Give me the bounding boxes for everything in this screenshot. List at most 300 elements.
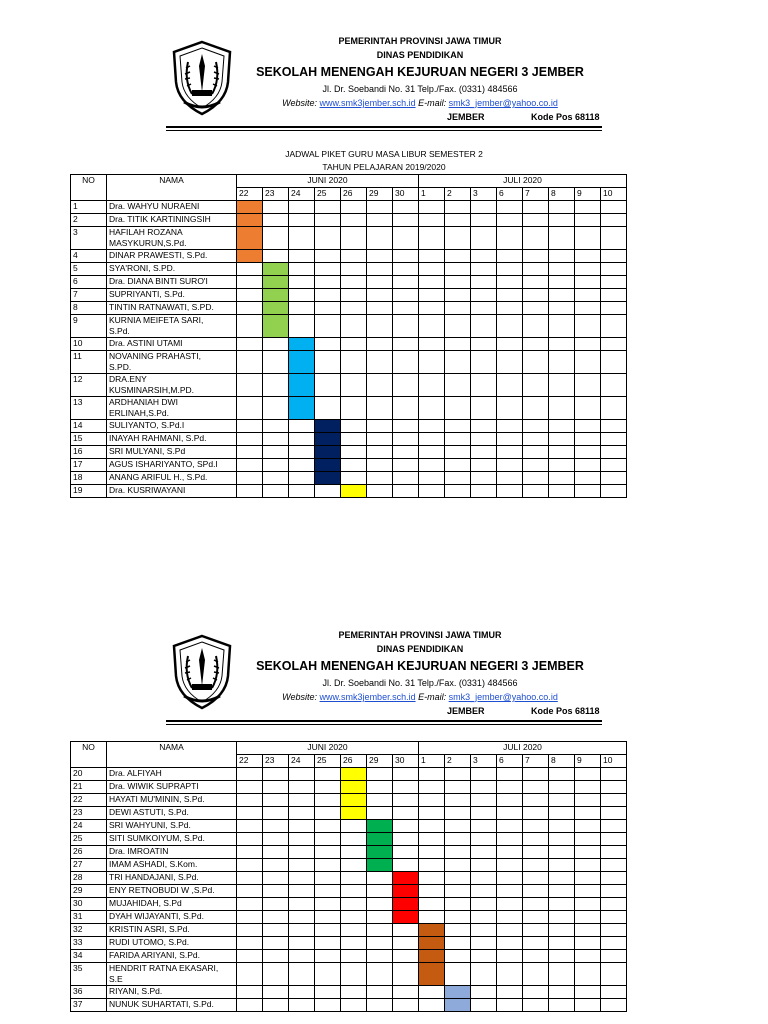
duty-cell bbox=[263, 963, 289, 986]
row-number: 5 bbox=[71, 263, 107, 276]
duty-cell bbox=[237, 472, 263, 485]
duty-cell bbox=[549, 911, 575, 924]
duty-cell bbox=[549, 999, 575, 1012]
duty-cell bbox=[341, 351, 367, 374]
duty-cell-filled bbox=[367, 859, 393, 872]
school-name: SEKOLAH MENENGAH KEJURUAN NEGERI 3 JEMBER bbox=[256, 659, 584, 673]
duty-cell bbox=[367, 227, 393, 250]
duty-cell bbox=[601, 276, 627, 289]
duty-cell bbox=[315, 963, 341, 986]
duty-cell bbox=[471, 250, 497, 263]
name-line: INAYAH RAHMANI, S.Pd. bbox=[109, 433, 207, 443]
duty-cell bbox=[367, 781, 393, 794]
duty-cell-filled bbox=[419, 963, 445, 986]
duty-cell bbox=[523, 898, 549, 911]
teacher-name bbox=[107, 289, 237, 302]
duty-cell bbox=[445, 807, 471, 820]
duty-cell bbox=[289, 201, 315, 214]
table-row bbox=[71, 999, 627, 1012]
dept-line: DINAS PENDIDIKAN bbox=[376, 644, 464, 654]
duty-cell bbox=[549, 374, 575, 397]
duty-cell bbox=[601, 338, 627, 351]
col-juli: JULI 2020 bbox=[419, 742, 627, 755]
duty-cell bbox=[315, 937, 341, 950]
duty-cell bbox=[341, 937, 367, 950]
duty-cell bbox=[263, 950, 289, 963]
duty-cell bbox=[601, 781, 627, 794]
name-line: NUNUK SUHARTATI, S.Pd. bbox=[109, 999, 214, 1009]
school-year: TAHUN PELAJARAN 2019/2020 bbox=[322, 162, 446, 172]
duty-cell bbox=[497, 963, 523, 986]
duty-cell bbox=[575, 986, 601, 999]
name-line: MASYKURUN,S.Pd. bbox=[109, 238, 187, 248]
duty-cell-filled bbox=[263, 315, 289, 338]
duty-cell bbox=[601, 963, 627, 986]
duty-cell bbox=[237, 781, 263, 794]
duty-cell bbox=[289, 485, 315, 498]
duty-cell bbox=[549, 820, 575, 833]
header-rule bbox=[166, 126, 602, 128]
duty-cell bbox=[601, 485, 627, 498]
table-row bbox=[71, 937, 627, 950]
duty-cell bbox=[497, 820, 523, 833]
duty-cell bbox=[445, 459, 471, 472]
duty-cell bbox=[523, 937, 549, 950]
teacher-name bbox=[107, 911, 237, 924]
duty-cell bbox=[419, 807, 445, 820]
day-header: 10 bbox=[601, 188, 627, 201]
teacher-name bbox=[107, 338, 237, 351]
duty-cell bbox=[393, 999, 419, 1012]
duty-cell bbox=[289, 263, 315, 276]
duty-cell bbox=[341, 833, 367, 846]
teacher-name bbox=[107, 250, 237, 263]
duty-cell bbox=[445, 374, 471, 397]
duty-cell bbox=[445, 859, 471, 872]
teacher-name bbox=[107, 227, 237, 250]
duty-cell bbox=[549, 397, 575, 420]
duty-cell bbox=[367, 963, 393, 986]
duty-cell bbox=[341, 263, 367, 276]
header-rule bbox=[166, 720, 602, 722]
day-header: 29 bbox=[367, 755, 393, 768]
duty-cell bbox=[419, 911, 445, 924]
duty-cell bbox=[549, 433, 575, 446]
table-row bbox=[71, 820, 627, 833]
duty-cell bbox=[549, 963, 575, 986]
duty-cell bbox=[289, 472, 315, 485]
duty-cell bbox=[289, 289, 315, 302]
duty-cell bbox=[549, 872, 575, 885]
name-line: DEWI ASTUTI, S.Pd. bbox=[109, 807, 189, 817]
duty-cell bbox=[471, 374, 497, 397]
duty-cell bbox=[263, 446, 289, 459]
duty-cell bbox=[237, 433, 263, 446]
table-row bbox=[71, 446, 627, 459]
duty-cell bbox=[601, 227, 627, 250]
duty-cell bbox=[523, 446, 549, 459]
row-number: 29 bbox=[71, 885, 107, 898]
duty-cell bbox=[341, 227, 367, 250]
duty-cell bbox=[419, 227, 445, 250]
duty-cell bbox=[315, 781, 341, 794]
duty-cell bbox=[445, 338, 471, 351]
duty-cell bbox=[315, 397, 341, 420]
duty-cell bbox=[471, 781, 497, 794]
duty-cell bbox=[445, 420, 471, 433]
name-line: SITI SUMKOIYUM, S.Pd. bbox=[109, 833, 205, 843]
duty-cell bbox=[263, 937, 289, 950]
duty-cell bbox=[315, 485, 341, 498]
duty-cell bbox=[367, 315, 393, 338]
duty-cell bbox=[419, 485, 445, 498]
duty-cell bbox=[445, 872, 471, 885]
duty-cell bbox=[497, 374, 523, 397]
duty-cell bbox=[601, 472, 627, 485]
duty-cell bbox=[445, 227, 471, 250]
table-row bbox=[71, 433, 627, 446]
duty-cell bbox=[601, 820, 627, 833]
duty-cell bbox=[445, 201, 471, 214]
name-line: SRI WAHYUNI, S.Pd. bbox=[109, 820, 191, 830]
name-line: RUDI UTOMO, S.Pd. bbox=[109, 937, 190, 947]
duty-cell bbox=[523, 911, 549, 924]
duty-cell bbox=[601, 950, 627, 963]
duty-cell bbox=[445, 898, 471, 911]
table-row bbox=[71, 472, 627, 485]
row-number: 15 bbox=[71, 433, 107, 446]
duty-cell bbox=[367, 911, 393, 924]
duty-cell bbox=[393, 315, 419, 338]
duty-cell bbox=[445, 950, 471, 963]
teacher-name bbox=[107, 201, 237, 214]
duty-cell bbox=[367, 289, 393, 302]
duty-cell bbox=[341, 472, 367, 485]
duty-cell bbox=[601, 924, 627, 937]
row-number: 2 bbox=[71, 214, 107, 227]
duty-cell bbox=[497, 794, 523, 807]
email-link[interactable]: smk3_jember@yahoo.co.id bbox=[448, 98, 558, 108]
duty-cell bbox=[575, 276, 601, 289]
duty-cell bbox=[471, 963, 497, 986]
duty-cell bbox=[419, 986, 445, 999]
duty-cell bbox=[315, 898, 341, 911]
day-header: 30 bbox=[393, 188, 419, 201]
duty-cell bbox=[393, 263, 419, 276]
duty-cell bbox=[393, 833, 419, 846]
duty-cell bbox=[575, 250, 601, 263]
duty-cell bbox=[419, 433, 445, 446]
duty-cell bbox=[497, 937, 523, 950]
duty-cell bbox=[315, 768, 341, 781]
day-header: 6 bbox=[497, 755, 523, 768]
website-link[interactable]: www.smk3jember.sch.id bbox=[319, 692, 416, 702]
teacher-name bbox=[107, 302, 237, 315]
duty-cell bbox=[315, 807, 341, 820]
duty-cell bbox=[315, 833, 341, 846]
duty-cell bbox=[497, 872, 523, 885]
row-number: 25 bbox=[71, 833, 107, 846]
teacher-name bbox=[107, 950, 237, 963]
duty-cell bbox=[549, 768, 575, 781]
name-line: KUSMINARSIH,M.PD. bbox=[109, 385, 195, 395]
name-line: S.E bbox=[109, 974, 123, 984]
duty-cell bbox=[445, 351, 471, 374]
day-header: 22 bbox=[237, 755, 263, 768]
duty-cell-filled bbox=[289, 338, 315, 351]
duty-cell-filled bbox=[367, 820, 393, 833]
table-row bbox=[71, 374, 627, 397]
name-line: NOVANING PRAHASTI, bbox=[109, 351, 201, 361]
teacher-name bbox=[107, 397, 237, 420]
name-line: Dra. IMROATIN bbox=[109, 846, 169, 856]
duty-cell bbox=[471, 794, 497, 807]
duty-cell-filled bbox=[341, 768, 367, 781]
duty-cell bbox=[289, 898, 315, 911]
day-header: 8 bbox=[549, 755, 575, 768]
duty-cell bbox=[549, 201, 575, 214]
duty-cell bbox=[497, 420, 523, 433]
header-row bbox=[71, 742, 627, 755]
duty-cell bbox=[549, 898, 575, 911]
duty-cell bbox=[289, 911, 315, 924]
duty-cell bbox=[315, 227, 341, 250]
duty-cell bbox=[237, 302, 263, 315]
duty-cell bbox=[523, 201, 549, 214]
duty-cell bbox=[497, 263, 523, 276]
duty-cell bbox=[341, 338, 367, 351]
row-number: 31 bbox=[71, 911, 107, 924]
row-number: 18 bbox=[71, 472, 107, 485]
duty-cell bbox=[393, 338, 419, 351]
row-number: 12 bbox=[71, 374, 107, 397]
duty-cell bbox=[237, 351, 263, 374]
duty-cell bbox=[523, 472, 549, 485]
duty-cell bbox=[263, 214, 289, 227]
duty-cell-filled bbox=[263, 289, 289, 302]
duty-cell bbox=[341, 446, 367, 459]
duty-cell bbox=[445, 289, 471, 302]
duty-cell bbox=[523, 227, 549, 250]
duty-cell bbox=[237, 846, 263, 859]
duty-cell bbox=[289, 794, 315, 807]
duty-cell bbox=[497, 807, 523, 820]
duty-cell bbox=[523, 302, 549, 315]
duty-cell bbox=[471, 289, 497, 302]
day-header: 26 bbox=[341, 188, 367, 201]
duty-cell bbox=[419, 397, 445, 420]
duty-cell bbox=[471, 768, 497, 781]
duty-cell bbox=[289, 214, 315, 227]
duty-cell bbox=[237, 276, 263, 289]
duty-cell bbox=[367, 768, 393, 781]
duty-cell bbox=[263, 250, 289, 263]
day-header: 30 bbox=[393, 755, 419, 768]
duty-cell bbox=[471, 338, 497, 351]
schedule-title: JADWAL PIKET GURU MASA LIBUR SEMESTER 2 bbox=[285, 149, 483, 159]
duty-cell-filled bbox=[419, 937, 445, 950]
duty-cell bbox=[237, 768, 263, 781]
duty-cell bbox=[601, 807, 627, 820]
duty-cell-filled bbox=[445, 986, 471, 999]
duty-cell bbox=[601, 833, 627, 846]
day-header: 10 bbox=[601, 755, 627, 768]
duty-cell bbox=[497, 768, 523, 781]
duty-cell bbox=[575, 485, 601, 498]
duty-cell-filled bbox=[315, 472, 341, 485]
duty-cell bbox=[419, 201, 445, 214]
duty-cell bbox=[471, 820, 497, 833]
day-header: 6 bbox=[497, 188, 523, 201]
day-header: 1 bbox=[419, 755, 445, 768]
duty-cell bbox=[445, 768, 471, 781]
duty-cell-filled bbox=[367, 846, 393, 859]
col-no: NO bbox=[71, 175, 107, 201]
duty-cell bbox=[497, 459, 523, 472]
duty-cell bbox=[289, 937, 315, 950]
duty-cell bbox=[341, 924, 367, 937]
day-header: 26 bbox=[341, 755, 367, 768]
teacher-name bbox=[107, 485, 237, 498]
duty-cell bbox=[367, 338, 393, 351]
duty-cell bbox=[549, 885, 575, 898]
name-line: SRI MULYANI, S.Pd bbox=[109, 446, 186, 456]
dept-line: DINAS PENDIDIKAN bbox=[376, 50, 464, 60]
duty-cell bbox=[471, 302, 497, 315]
duty-cell bbox=[367, 351, 393, 374]
day-header: 9 bbox=[575, 188, 601, 201]
duty-cell bbox=[289, 250, 315, 263]
duty-cell bbox=[575, 351, 601, 374]
table-row bbox=[71, 781, 627, 794]
duty-cell bbox=[263, 485, 289, 498]
duty-cell bbox=[367, 201, 393, 214]
duty-cell bbox=[601, 201, 627, 214]
duty-cell bbox=[393, 859, 419, 872]
duty-cell bbox=[341, 214, 367, 227]
table-row bbox=[71, 351, 627, 374]
duty-cell bbox=[549, 833, 575, 846]
duty-cell bbox=[263, 820, 289, 833]
duty-cell bbox=[263, 911, 289, 924]
duty-cell bbox=[367, 485, 393, 498]
duty-cell bbox=[263, 986, 289, 999]
duty-cell-filled bbox=[237, 201, 263, 214]
day-header: 23 bbox=[263, 188, 289, 201]
duty-cell bbox=[237, 807, 263, 820]
duty-cell bbox=[523, 485, 549, 498]
table-row bbox=[71, 276, 627, 289]
teacher-name bbox=[107, 351, 237, 374]
duty-cell bbox=[341, 315, 367, 338]
duty-cell bbox=[497, 201, 523, 214]
table-row bbox=[71, 315, 627, 338]
name-line: MUJAHIDAH, S.Pd bbox=[109, 898, 182, 908]
duty-cell-filled bbox=[263, 276, 289, 289]
name-line: DRA.ENY bbox=[109, 374, 147, 384]
duty-cell bbox=[575, 214, 601, 227]
row-number: 35 bbox=[71, 963, 107, 986]
duty-cell bbox=[367, 872, 393, 885]
duty-cell bbox=[471, 263, 497, 276]
duty-cell bbox=[523, 999, 549, 1012]
website-link[interactable]: www.smk3jember.sch.id bbox=[319, 98, 416, 108]
table-row bbox=[71, 459, 627, 472]
duty-cell bbox=[445, 302, 471, 315]
table-row bbox=[71, 924, 627, 937]
table-row bbox=[71, 833, 627, 846]
duty-cell-filled bbox=[367, 833, 393, 846]
duty-cell bbox=[237, 338, 263, 351]
duty-cell bbox=[471, 472, 497, 485]
duty-cell bbox=[341, 898, 367, 911]
duty-cell bbox=[601, 885, 627, 898]
duty-cell bbox=[393, 214, 419, 227]
teacher-name bbox=[107, 420, 237, 433]
duty-cell bbox=[575, 807, 601, 820]
duty-cell bbox=[263, 859, 289, 872]
duty-cell bbox=[263, 227, 289, 250]
duty-cell bbox=[367, 807, 393, 820]
name-line: S.Pd. bbox=[109, 326, 130, 336]
col-no: NO bbox=[71, 742, 107, 768]
name-line: KRISTIN ASRI, S.Pd. bbox=[109, 924, 190, 934]
name-line: Dra. WIWIK SUPRAPTI bbox=[109, 781, 199, 791]
duty-cell bbox=[497, 433, 523, 446]
duty-cell bbox=[341, 289, 367, 302]
duty-cell bbox=[237, 374, 263, 397]
duty-cell bbox=[601, 302, 627, 315]
duty-cell bbox=[523, 459, 549, 472]
day-header: 23 bbox=[263, 755, 289, 768]
duty-cell bbox=[471, 885, 497, 898]
school-name: SEKOLAH MENENGAH KEJURUAN NEGERI 3 JEMBER bbox=[256, 65, 584, 79]
duty-cell bbox=[315, 859, 341, 872]
duty-cell bbox=[341, 950, 367, 963]
table-row bbox=[71, 885, 627, 898]
duty-cell bbox=[497, 833, 523, 846]
duty-cell bbox=[523, 872, 549, 885]
duty-cell bbox=[549, 338, 575, 351]
duty-cell bbox=[445, 937, 471, 950]
duty-cell bbox=[341, 963, 367, 986]
duty-cell bbox=[575, 227, 601, 250]
duty-cell bbox=[315, 924, 341, 937]
teacher-name bbox=[107, 872, 237, 885]
duty-cell bbox=[393, 768, 419, 781]
table-row bbox=[71, 846, 627, 859]
duty-cell bbox=[575, 885, 601, 898]
teacher-name bbox=[107, 833, 237, 846]
row-number: 13 bbox=[71, 397, 107, 420]
duty-cell bbox=[263, 872, 289, 885]
name-line: S.PD. bbox=[109, 362, 132, 372]
duty-cell bbox=[341, 459, 367, 472]
duty-cell bbox=[601, 351, 627, 374]
row-number: 36 bbox=[71, 986, 107, 999]
duty-cell bbox=[263, 898, 289, 911]
table-row bbox=[71, 911, 627, 924]
row-number: 1 bbox=[71, 201, 107, 214]
duty-cell bbox=[367, 472, 393, 485]
duty-cell bbox=[523, 420, 549, 433]
email-link[interactable]: smk3_jember@yahoo.co.id bbox=[448, 692, 558, 702]
duty-cell bbox=[523, 781, 549, 794]
teacher-name bbox=[107, 459, 237, 472]
duty-cell bbox=[497, 859, 523, 872]
duty-cell bbox=[289, 950, 315, 963]
duty-cell bbox=[549, 227, 575, 250]
